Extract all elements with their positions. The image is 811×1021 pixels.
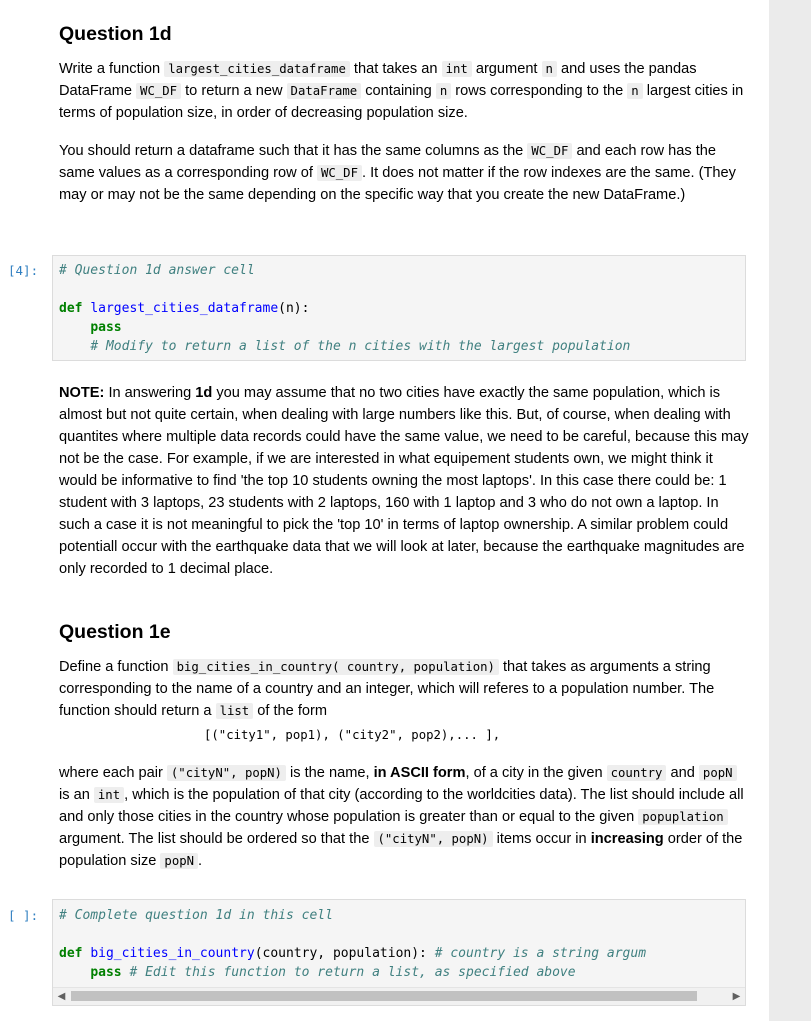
heading-question-1d: Question 1d	[59, 23, 172, 45]
function-name: largest_cities_dataframe	[90, 301, 279, 316]
keyword-pass: pass	[90, 965, 122, 980]
list-form-example: [("city1", pop1), ("city2", pop2),... ],	[204, 728, 501, 742]
q1d-paragraph-1: Write a function largest_cities_dataframe that takes an int argument n and uses the pandas DataFrame WC_DF to return a new DataFrame containing n rows corresponding to the n largest cities in terms of population size, in order of decreasing population size.	[59, 61, 744, 121]
markdown-cell-q1d	[59, 22, 749, 206]
cell-prompt-4: [4]:	[8, 263, 39, 278]
note-paragraph: NOTE: In answering 1d you may assume that no two cities have exactly the same population, which is almost but not quite certain, when dealing with large numbers like this. But, of course, when dealing with quantites where multiple data records could have the same value, we need to be careful, because this may not be the case. For example, if we are interested in what equipement students own, we might think it would be informative to find 'the top 10 students owning the most laptops'. In this case there could be: 1 student with 3 laptops, 23 students with 2 laptops, 160 with 1 laptop and 3 who do not own a laptop. In such a case it is not meaningful to pick the 'top 10' in terms of laptop ownership. A similar problem could potentiall occur with the earthquake data that we will look at later, because the earthquake magnitudes are only recorded to 1 decimal place.	[59, 385, 749, 577]
function-args: (n):	[278, 301, 310, 316]
keyword-def: def	[59, 946, 83, 961]
markdown-cell-q1e	[59, 620, 749, 872]
cell-prompt-empty: [ ]:	[8, 908, 39, 923]
code-comment: # Edit this function to return a list, as specified above	[129, 965, 576, 980]
code-cell-answer-1e[interactable]	[52, 899, 746, 1006]
code-comment: # Question 1d answer cell	[59, 263, 255, 278]
function-name: big_cities_in_country	[90, 946, 255, 961]
keyword-def: def	[59, 301, 83, 316]
chevron-right-icon[interactable]: ▶	[732, 991, 741, 1002]
code-cell-answer-1d[interactable]	[52, 255, 746, 361]
markdown-cell-note	[59, 382, 749, 580]
function-args: (country, population):	[254, 946, 427, 961]
q1d-paragraph-2: You should return a dataframe such that it has the same columns as the WC_DF and each row has the same values as a corresponding row of WC_DF . It does not matter if the row indexes are the same. (They may or may not be the same depending on the specific way that you create the new DataFrame.)	[59, 143, 736, 203]
horizontal-scrollbar[interactable]	[53, 987, 745, 1005]
code-comment: # country is a string argum	[434, 946, 647, 961]
scrollbar-thumb[interactable]	[71, 991, 697, 1001]
keyword-pass: pass	[90, 320, 122, 335]
code-comment: # Complete question 1d in this cell	[59, 908, 333, 923]
q1e-paragraph-2: where each pair ("cityN", popN) is the name, in ASCII form, of a city in the given country and popN is an int , which is the population of that city (according to the worldcities data). The list should include all and only those cities in the country whose population is greater than or equal to the given popuplation argument. The list should be ordered so that the ("cityN", popN) items occur in increasing order of the population size popN .	[59, 765, 744, 869]
chevron-left-icon[interactable]: ◀	[57, 991, 66, 1002]
heading-question-1e: Question 1e	[59, 621, 171, 643]
q1e-paragraph-1: Define a function big_cities_in_country( country, population) that takes as arguments a string corresponding to the name of a country and an integer, which will referes to a population number. The function should return a list of the form	[59, 659, 715, 719]
right-gutter	[769, 0, 811, 1021]
code-comment: # Modify to return a list of the n cities with the largest population	[90, 339, 631, 354]
